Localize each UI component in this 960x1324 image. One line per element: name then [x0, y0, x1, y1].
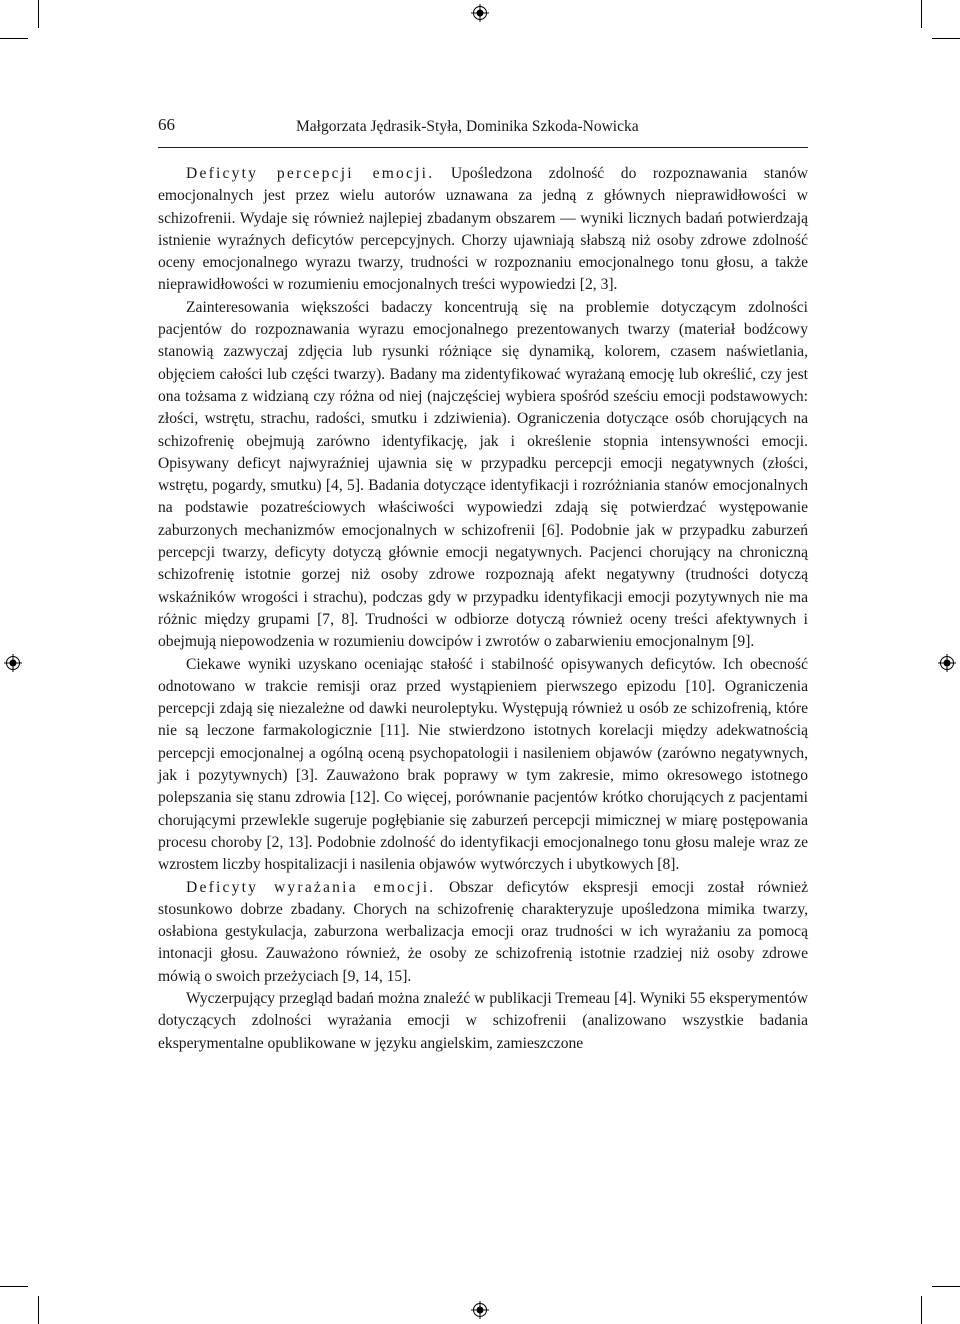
section-lead-in: Deficyty wyrażania emocji. [186, 878, 436, 896]
registration-mark-bottom-icon [471, 1301, 489, 1319]
crop-mark-top-left-h [0, 38, 28, 39]
crop-mark-bottom-left-h [0, 1286, 28, 1287]
paragraph-text: Obszar deficytów ekspresji emocji został również stosunkowo dobrze zbadany. Chorych na schizofrenię charakteryzuje upośledzona mimika twarzy, osłabiona gestykulacja, zaburzona werbalizacja emocji oraz trudności w ich wyrażaniu za pomocą intonacji głosu. Zauważono również, że osoby ze schizofrenią istotnie rzadziej niż osoby zdrowe mówią o swoich przeżyciach [9, 14, 15]. [158, 878, 808, 985]
running-title: Małgorzata Jędrasik-Styła, Dominika Szkoda-Nowicka [296, 118, 639, 135]
crop-mark-bottom-right [921, 1296, 922, 1324]
paragraph-text: Zainteresowania większości badaczy koncentrują się na problemie dotyczącym zdolności pacjentów do rozpoznawania wyrazu emocjonalnego prezentowanych twarzy (materiał bodźcowy stanowią zazwyczaj zdjęcia lub rysunki różniące się dynamiką, kolorem, czasem naświetlania, objęciem całości lub części twarzy). Badany ma zidentyfikować wyrażaną emocję lub określić, czy jest ona tożsama z widzianą czy różna od niej (najczęściej wybiera spośród sześciu emocji podstawowych: złości, wstrętu, strachu, radości, smutku i zdziwienia). Ograniczenia dotyczące osób chorujących na schizofrenię obejmują zarówno identyfikację, jak i określenie stopnia intensywności emocji. Opisywany deficyt najwyraźniej ujawnia się w przypadku percepcji emocji negatywnych (złości, wstrętu, pogardy, smutku) [4, 5]. Badania dotyczące identyfikacji i rozróżniania stanów emocjonalnych na podstawie pozatreściowych właściwości wypowiedzi zdają się potwierdzać występowanie zaburzonych mechanizmów emocjonalnych w schizofrenii [6]. Podobnie jak w przypadku zaburzeń percepcji twarzy, deficyty dotyczą głównie emocji negatywnych. Pacjenci chorujący na chroniczną schizofrenię istotnie gorzej niż osoby zdrowe rozpoznają afekt negatywny (trudności dotyczą wskaźników wrogości i strachu), podczas gdy w przypadku identyfikacji emocji pozytywnych nie ma różnic między grupami [7, 8]. Trudności w odbiorze dotyczą również oceny treści afektywnych i obejmują niepowodzenia w rozumieniu dowcipów i zwrotów o zabarwieniu emocjonalnym [9]. [158, 298, 808, 651]
page-header [158, 115, 808, 141]
crop-mark-top-left [38, 0, 39, 28]
header-rule [158, 147, 808, 148]
paragraph-text: Ciekawe wyniki uzyskano oceniając stałość i stabilność opisywanych deficytów. Ich obecność odnotowano w trakcie remisji oraz przed wystąpieniem pierwszego epizodu [10]. Ograniczenia percepcji zdają się niezależne od dawki neuroleptyku. Występują również u osób ze schizofrenią, które nie są leczone farmakologicznie [11]. Nie stwierdzono istotnych korelacji między adekwatnością percepcji emocjonalnej a ogólną oceną psychopatologii i nasileniem objawów (zarówno negatywnych, jak i pozytywnych) [3]. Zauważono brak poprawy w tym zakresie, mimo okresowego istotnego polepszania się stanu zdrowia [12]. Co więcej, porównanie pacjentów krótko chorujących z pacjentami chorującymi przewlekle sugeruje pogłębianie się zaburzeń percepcji mimicznej w miarę postępowania procesu choroby [2, 13]. Podobnie zdolność do identyfikacji emocjonalnego tonu głosu maleje wraz ze wzrostem liczby hospitalizacji i nasilenia objawów wytwórczych i ubytkowych [8]. [158, 655, 808, 874]
paragraph [158, 988, 808, 1055]
registration-mark-right-icon [938, 654, 956, 672]
section-lead-in: Deficyty percepcji emocji. [186, 165, 435, 182]
registration-mark-top-icon [471, 4, 489, 22]
body-text [158, 163, 808, 1055]
crop-mark-bottom-left [38, 1296, 39, 1324]
paragraph-text: Wyczerpujący przegląd badań można znaleźć w publikacji Tremeau [4]. Wyniki 55 eksperymentów dotyczących zdolności wyrażania emocji w schizofrenii (analizowano wszystkie badania eksperymentalne opublikowane w języku angielskim, zamieszczone [158, 989, 808, 1052]
paragraph-text: Upośledzona zdolność do rozpoznawania stanów emocjonalnych jest przez wielu autorów uznawana za jedną z głównych nieprawidłowości w schizofrenii. Wydaje się również najlepiej zbadanym obszarem — wyniki licznych badań potwierdzają istnienie wyraźnych deficytów percepcyjnych. Chorzy ujawniają słabszą niż osoby zdrowe zdolność oceny emocjonalnego wyrazu twarzy, trudności w rozpoznaniu emocjonalnego tonu głosu, a także nieprawidłowości w rozumieniu emocjonalnych treści wypowiedzi [2, 3]. [158, 165, 808, 294]
registration-mark-left-icon [4, 654, 22, 672]
paragraph [158, 877, 808, 988]
paragraph [158, 297, 808, 654]
paragraph [158, 654, 808, 877]
page-number: 66 [158, 115, 175, 134]
crop-mark-top-right [921, 0, 922, 28]
paragraph [158, 163, 808, 297]
crop-mark-top-right-h [932, 38, 960, 39]
crop-mark-bottom-right-h [932, 1286, 960, 1287]
